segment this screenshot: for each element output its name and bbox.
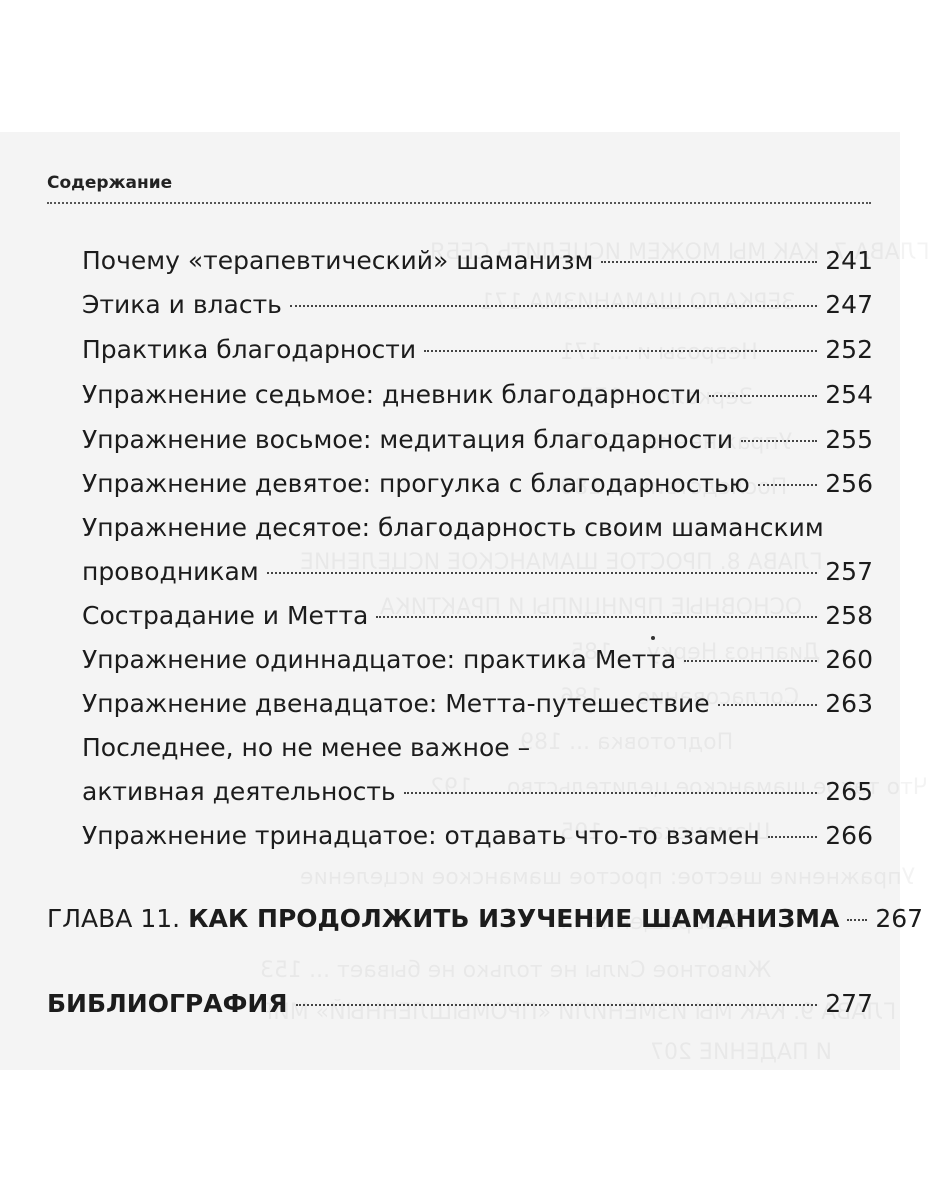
bibliography-title: БИБЛИОГРАФИЯ — [47, 989, 288, 1018]
toc-entry-title: Этика и власть — [82, 290, 282, 319]
dot-leader — [296, 1004, 818, 1006]
toc-entry-page: 265 — [825, 777, 873, 806]
toc-entry-title: Упражнение девятое: прогулка с благодарностью — [82, 469, 750, 498]
show-through-line — [300, 865, 915, 890]
dot-leader — [404, 792, 818, 794]
dot-leader — [768, 836, 818, 838]
toc-entry[interactable] — [82, 468, 873, 500]
toc-entry[interactable] — [82, 245, 873, 277]
toc-entry-title: Упражнение восьмое: медитация благодарности — [82, 425, 734, 454]
show-through-line — [650, 1040, 832, 1065]
running-header: Содержание — [47, 173, 173, 193]
toc-entry-page: 241 — [825, 246, 873, 275]
show-through-line — [260, 958, 771, 983]
toc-entry-page: 256 — [825, 469, 873, 498]
toc-entry[interactable] — [82, 556, 873, 588]
dot-leader — [684, 660, 817, 662]
toc-entry[interactable] — [82, 424, 873, 456]
dot-leader — [847, 919, 867, 921]
toc-entry-title: Практика благодарности — [82, 335, 417, 364]
toc-entry[interactable] — [82, 334, 873, 366]
chapter-entry[interactable] — [47, 903, 924, 935]
toc-entry-page: 254 — [825, 380, 873, 409]
toc-entry[interactable] — [82, 688, 873, 720]
toc-entry[interactable] — [82, 776, 873, 808]
toc-entry[interactable] — [82, 379, 873, 411]
toc-entry-page: 252 — [825, 335, 873, 364]
bibliography-entry[interactable] — [47, 988, 873, 1020]
show-through-line — [520, 730, 733, 755]
toc-entry-title: Почему «терапевтический» шаманизм — [82, 246, 594, 275]
toc-entry[interactable] — [82, 644, 873, 676]
dot-leader — [709, 395, 817, 397]
toc-entry-title: Сострадание и Метта — [82, 601, 369, 630]
dot-leader — [718, 704, 818, 706]
toc-entry-title: Упражнение одиннадцатое: практика Метта — [82, 645, 677, 674]
dot-leader — [424, 350, 817, 352]
toc-entry-title-line2: проводникам — [82, 557, 259, 586]
toc-entry-title: Упражнение седьмое: дневник благодарности — [82, 380, 702, 409]
dot-leader — [290, 305, 817, 307]
toc-entry-page: 263 — [825, 689, 873, 718]
dot-leader — [741, 440, 817, 442]
toc-entry-page: 257 — [825, 557, 873, 586]
dot-leader — [376, 616, 817, 618]
toc-entry-title: Упражнение двенадцатое: Метта-путешествие — [82, 689, 710, 718]
header-dotted-rule — [47, 202, 871, 204]
chapter-page: 267 — [875, 904, 924, 933]
toc-entry-title-line1[interactable]: Последнее, но не менее важное – — [82, 733, 531, 762]
toc-entry-title-line1[interactable]: Упражнение десятое: благодарность своим шаманским — [82, 513, 824, 542]
toc-entry-title-line2: активная деятельность — [82, 777, 396, 806]
toc-entry-title: Упражнение тринадцатое: отдавать что-то взамен — [82, 821, 760, 850]
dot-leader — [267, 572, 818, 574]
bibliography-page: 277 — [825, 989, 873, 1018]
dot-leader — [758, 484, 817, 486]
toc-entry[interactable] — [82, 289, 873, 321]
chapter-prefix: ГЛАВА 11. — [47, 904, 181, 933]
toc-entry-page: 258 — [825, 601, 873, 630]
toc-entry-page: 266 — [825, 821, 873, 850]
toc-entry[interactable] — [82, 600, 873, 632]
paper-speck — [651, 636, 655, 640]
toc-entry[interactable] — [82, 820, 873, 852]
dot-leader — [601, 261, 817, 263]
toc-entry-page: 247 — [825, 290, 873, 319]
toc-entry-page: 255 — [825, 425, 873, 454]
toc-entry-page: 260 — [825, 645, 873, 674]
chapter-title: КАК ПРОДОЛЖИТЬ ИЗУЧЕНИЕ ШАМАНИЗМА — [188, 904, 840, 933]
